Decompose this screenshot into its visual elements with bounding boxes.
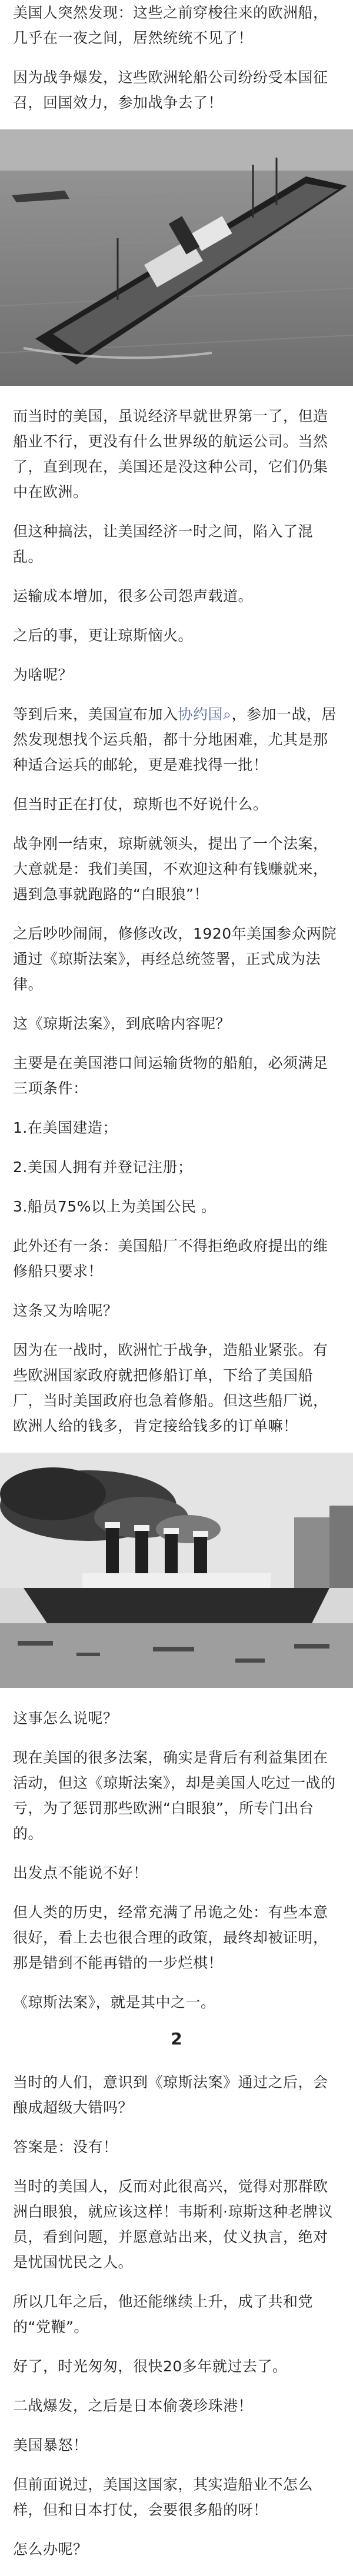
paragraph: 怎么办呢？ <box>13 2541 88 2558</box>
paragraph: 美国暴怒！ <box>13 2437 88 2454</box>
paragraph: 但人类的历史，经常充满了吊诡之处：有些本意很好，看上去也很合理的政策，最终却被证明，那是错到不能再错的一步烂棋！ <box>13 1904 328 1971</box>
paragraph: 因为战争爆发，这些欧洲轮船公司纷纷受本国征召，回国效力，参加战争去了！ <box>13 69 328 111</box>
text-after-link: ，参加一战，居然发现想找个运兵船，都十分地困难，尤其是那种适合运兵的邮轮，更是难找得一批！ <box>13 706 337 773</box>
paragraph-group-wwii <box>13 2070 340 2562</box>
paragraph-with-link <box>13 702 340 778</box>
paragraph: 出发点不能说不好！ <box>13 1864 148 1881</box>
paragraph: 当时的人们，意识到《琼斯法案》通过之后，会酿成超级大错吗？ <box>13 2074 328 2116</box>
paragraph: 之后的事，更让琼斯恼火。 <box>13 627 194 644</box>
paragraph: 二战爆发，之后是日本偷袭珍珠港！ <box>13 2397 254 2414</box>
cargo-ship-illustration <box>0 129 353 386</box>
section-number: 2 <box>171 2029 182 2048</box>
paragraph: 好了，时光匆匆，很快20多年就过去了。 <box>13 2358 288 2375</box>
paragraph: 之后吵吵闹闹，修修改改，1920年美国参众两院通过《琼斯法案》，再经总统签署，正式成为法律。 <box>13 925 337 993</box>
paragraph: 这《琼斯法案》，到底啥内容呢？ <box>13 1015 231 1032</box>
search-icon[interactable]: ⌕ <box>223 706 232 723</box>
paragraph: 战争刚一结束，琼斯就领头，提出了一个法案，大意就是：我们美国，不欢迎这种有钱赚就来，遇到急事就跑路的“白眼狼”！ <box>13 835 328 903</box>
paragraph: 美国人突然发现：这些之前穿梭往来的欧洲船，几乎在一夜之间，居然统统不见了！ <box>13 4 328 46</box>
paragraph: 但前面说过，美国这国家，其实造船业不怎么样，但和日本打仗，会要很多船的呀！ <box>13 2476 314 2518</box>
paragraph: 主要是在美国港口间运输货物的船舶，必须满足三项条件： <box>13 1055 328 1097</box>
paragraph-group-intro <box>13 0 340 115</box>
paragraph: 所以几年之后，他还能继续上升，成了共和党的“党鞭”。 <box>13 2293 314 2335</box>
paragraph: 但这种搞法，让美国经济一时之间，陷入了混乱。 <box>13 523 314 565</box>
paragraph-group-reflection <box>13 1706 340 2015</box>
paragraph: 运输成本增加，很多公司怨声载道。 <box>13 588 254 605</box>
text-before-link: 等到后来，美国宣布加入 <box>13 706 178 723</box>
entente-link[interactable]: 协约国 <box>178 706 224 723</box>
list-item: 1.在美国建造； <box>13 1119 118 1136</box>
paragraph: 而当时的美国，虽说经济早就世界第一了，但造船业不行，更没有什么世界级的航运公司。当然了，直到现在，美国还是没这种公司，它们仍集中在欧洲。 <box>13 408 328 500</box>
paragraph: 因为在一战时，欧洲忙于战争，造船业紧张。有些欧洲国家政府就把修船订单，下给了美国船厂，当时美国政府也急着修船。但这些船厂说，欧洲人给的钱多，肯定接给钱多的订单嘛！ <box>13 1342 328 1434</box>
photo-cargo-ship <box>0 129 353 386</box>
list-item: 2.美国人拥有并登记注册； <box>13 1159 193 1176</box>
paragraph: 为啥呢？ <box>13 666 74 683</box>
paragraph-group-economy <box>13 403 340 688</box>
paragraph: 这事怎么说呢？ <box>13 1710 118 1727</box>
paragraph: 当时的美国人，反而对此很高兴，觉得对那群欧洲白眼狼，就应该这样！韦斯利·琼斯这种老牌议员，看到问题，并愿意站出来，仗义执言，绝对是忧国忧民之人。 <box>13 2178 333 2271</box>
paragraph: 现在美国的很多法案，确实是背后有利益集团在活动，但这《琼斯法案》，却是美国人吃过一战的亏，为了惩罚那些欧洲“白眼狼”，所专门出台的。 <box>13 1749 336 1842</box>
paragraph: 此外还有一条：美国船厂不得拒绝政府提出的维修船只要求！ <box>13 1237 328 1280</box>
paragraph-group-jones-act <box>13 792 340 1439</box>
paragraph: 《琼斯法案》，就是其中之一。 <box>13 1994 216 2011</box>
paragraph: 这条又为啥呢？ <box>13 1302 118 1319</box>
paragraph: 答案是：没有！ <box>13 2138 118 2155</box>
ocean-liner-illustration <box>0 1453 353 1688</box>
paragraph: 但当时正在打仗，琼斯也不好说什么。 <box>13 796 268 813</box>
list-item: 3.船员75%以上为美国公民 。 <box>13 1198 217 1215</box>
photo-ocean-liner <box>0 1453 353 1688</box>
